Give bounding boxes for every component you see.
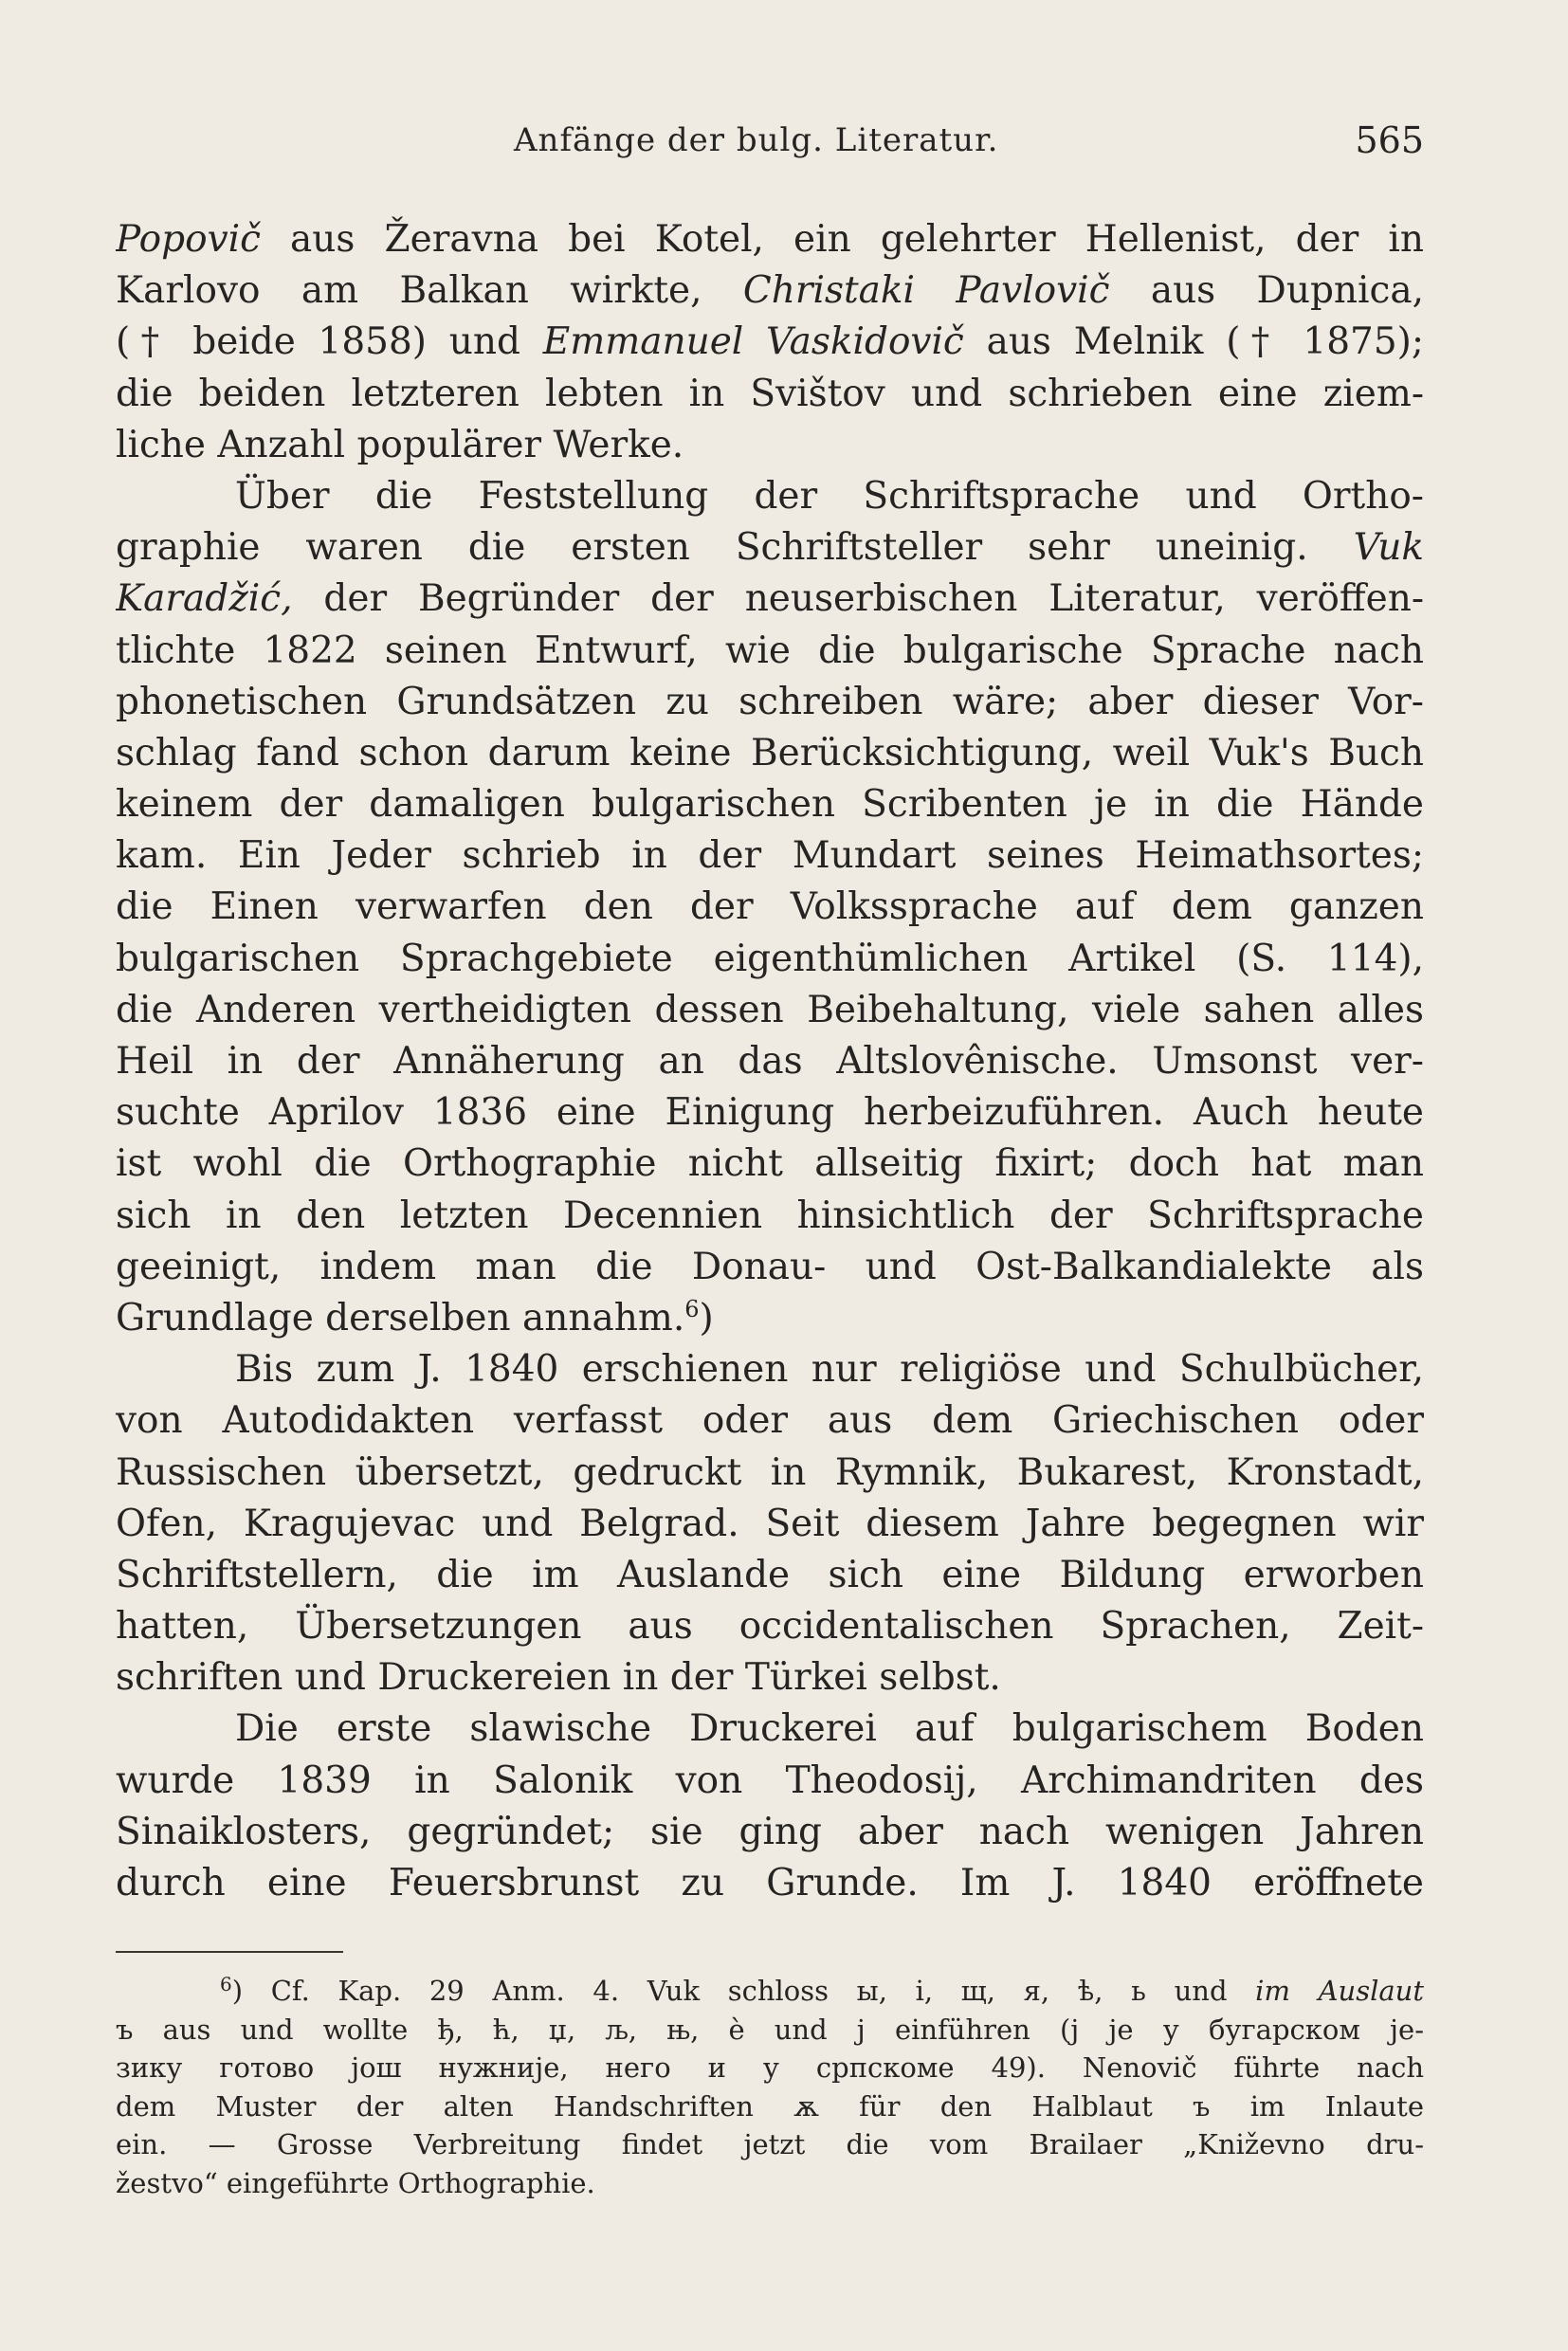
footnote-line: ъ aus und wollte ђ, ћ, џ, љ, њ, è und j einführen (j je у бугарском je- [116,2013,1424,2046]
running-title: Anfänge der bulg. Literatur. [514,121,999,159]
text-line: geeinigt, indem man die Donau- und Ost-Balkandialekte als [116,1245,1424,1288]
text-line: von Autodidakten verfasst oder aus dem Griechischen oder [116,1399,1424,1443]
text-line: tlichte 1822 seinen Entwurf, wie die bulgarische Sprache nach [116,629,1424,672]
text-line: schriften und Druckereien in der Türkei selbst. [116,1656,1001,1700]
page-header [116,112,1424,169]
footnote [116,1972,1424,2202]
body-text [116,214,1424,1909]
footnote-line: žestvo“ eingeführte Orthographie. [116,2166,595,2199]
text-line: schlag fand schon darum keine Berücksichtigung, weil Vuk's Buch [116,731,1424,775]
footnote-line: dem Muster der alten Handschriften ѫ für den Halblaut ъ im Inlaute [116,2089,1424,2123]
text-line: Karlovo am Balkan wirkte, Christaki Pavlovič aus Dupnica, [116,269,1424,313]
text-line: Ofen, Kragujevac und Belgrad. Seit diesem Jahre begegnen wir [116,1502,1424,1545]
footnote-divider [116,1951,343,1953]
text-line: Grundlage derselben annahm.$^6$) [116,1295,714,1340]
person-name: Karadžić, [116,577,293,621]
text-line: ist wohl die Orthographie nicht allseitig fixirt; doch hat man [116,1142,1424,1186]
text-line: Schriftstellern, die im Auslande sich eine Bildung erworben [116,1553,1424,1596]
text-line: suchte Aprilov 1836 eine Einigung herbeizuführen. Auch heute [116,1091,1424,1135]
text-line: bulgarischen Sprachgebiete eigenthümlichen Artikel (S. 114), [116,937,1424,980]
person-name: Vuk [1353,526,1424,570]
text-line: phonetischen Grundsätzen zu schreiben wäre; aber dieser Vor- [116,680,1424,723]
footnote-line: зику готово још нужније, него и у српскоме 49). Nenovič führte nach [116,2051,1424,2084]
footnote-reference[interactable]: 6 [684,1295,700,1322]
text-line: Über die Feststellung der Schriftsprache und Ortho- [235,474,1424,518]
person-name: Popovič [116,218,261,261]
text-line: Bis zum J. 1840 erschienen nur religiöse und Schulbücher, [235,1348,1424,1392]
footnote-number: 6 [220,1973,232,1996]
footnote-line: ein. — Grosse Verbreitung findet jetzt die vom Brailaer „Kniževno dru- [116,2128,1424,2160]
text-line: Sinaiklosters, gegründet; sie ging aber nach wenigen Jahren [116,1810,1424,1853]
text-line: graphie waren die ersten Schriftsteller sehr uneinig. Vuk [116,526,1424,570]
text-line: hatten, Übersetzungen aus occidentalischen Sprachen, Zeit- [116,1605,1424,1649]
text-line: die beiden letzteren lebten in Svištov und schrieben eine ziem- [116,372,1424,415]
person-name: Emmanuel Vaskidovič [542,320,964,364]
text-line: Die erste slawische Druckerei auf bulgarischem Boden [235,1707,1424,1751]
text-line: Russischen übersetzt, gedruckt in Rymnik, Bukarest, Kronstadt, [116,1450,1424,1494]
person-name: Christaki Pavlovič [742,269,1110,313]
text-line: kam. Ein Jeder schrieb in der Mundart seines Heimathsortes; [116,834,1424,878]
text-line: sich in den letzten Decennien hinsichtlich der Schriftsprache [116,1194,1424,1237]
text-line: Heil in der Annäherung an das Altslovênische. Umsonst ver- [116,1040,1424,1083]
text-line: († beide 1858) und Emmanuel Vaskidovič aus Melnik († 1875); [116,320,1424,364]
text-line: keinem der damaligen bulgarischen Scribenten je in die Hände [116,783,1424,827]
footnote-line: $^6$) Cf. Kap. 29 Anm. 4. Vuk schloss ы, i, щ, я, ѣ, ь und im Auslaut [220,1973,1424,2007]
text-line: die Einen verwarfen den der Volkssprache auf dem ganzen [116,885,1424,929]
page-number: 565 [1355,119,1424,161]
text-line: die Anderen vertheidigten dessen Beibehaltung, viele sahen alles [116,988,1424,1031]
text-line: wurde 1839 in Salonik von Theodosij, Archimandriten des [116,1759,1424,1802]
text-line: Popovič aus Žeravna bei Kotel, ein gelehrter Hellenist, der in [116,218,1424,261]
text-line: durch eine Feuersbrunst zu Grunde. Im J. 1840 eröffnete [116,1862,1424,1904]
text-line: liche Anzahl populärer Werke. [116,423,684,466]
text-line: Karadžić, der Begründer der neuserbischen Literatur, veröffen- [116,577,1424,621]
